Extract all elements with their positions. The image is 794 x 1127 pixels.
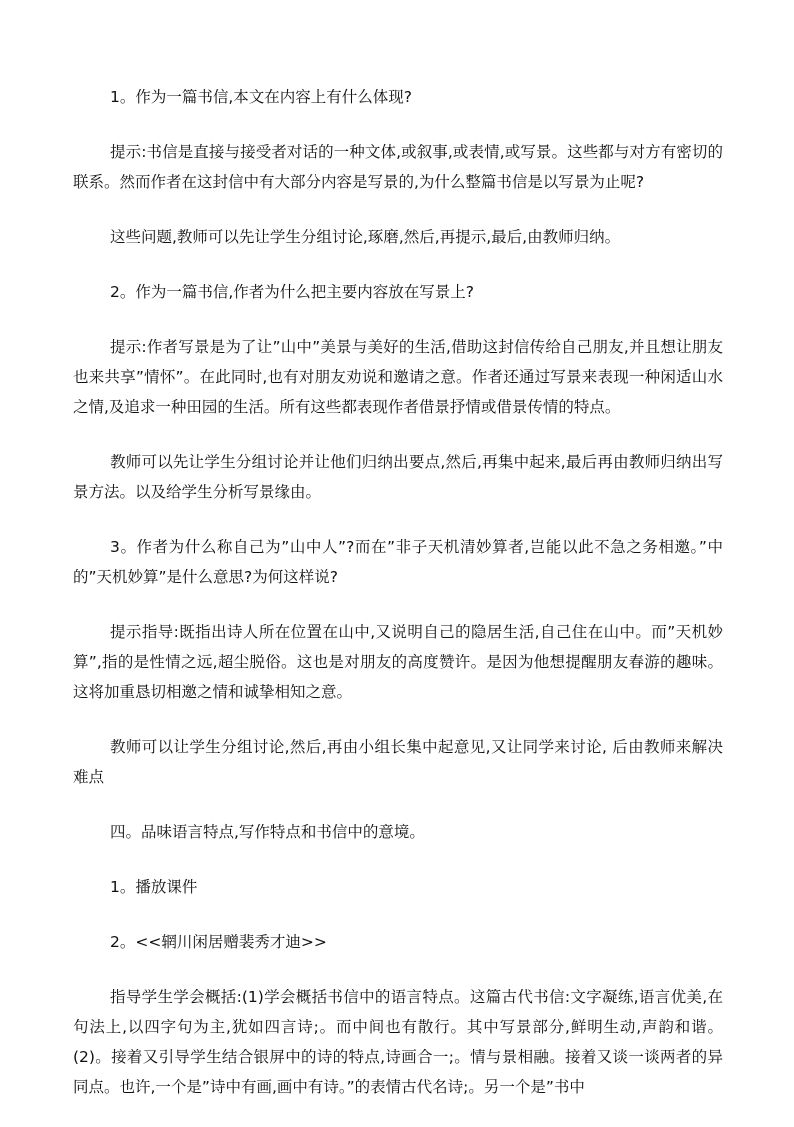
teacher-note-1: 这些问题,教师可以先让学生分组讨论,琢磨,然后,再提示,最后,由教师归纳。 [110,228,621,246]
guidance-paragraph: 指导学生学会概括:(1)学会概括书信中的语言特点。这篇古代书信:文字凝练,语言优美,在句法上,以四字句为主,犹如四言诗;。而中间也有散行。其中写景部分,鲜明生动,声韵和谐。(2)。接着又引导学生结合银屏中的诗的特点,诗画合一;。情与景相融。接着又谈一谈两者的异同点。也许,一个是”诗中有画,画中有诗。”的表情古代名诗;。另一个是”书中 [73,988,723,1096]
step-1: 1。播放课件 [110,878,198,896]
question-2: 2。作为一篇书信,作者为什么把主要内容放在写景上? [110,283,475,301]
hint-1: 提示:书信是直接与接受者对话的一种文体,或叙事,或表情,或写景。这些都与对方有密切的联系。然而作者在这封信中有大部分内容是写景的,为什么整篇书信是以写景为止呢? [73,143,723,191]
question-1: 1。作为一篇书信,本文在内容上有什么体现? [110,88,413,106]
document-body [73,82,723,1127]
question-3: 3。作者为什么称自己为”山中人”?而在”非子天机清妙算者,岂能以此不急之务相邀。”中的”天机妙算”是什么意思?为何这样说? [73,538,723,586]
hint-2: 提示:作者写景是为了让”山中”美景与美好的生活,借助这封信传给自己朋友,并且想让朋友也来共享”情怀”。在此同时,也有对朋友劝说和邀请之意。作者还通过写景来表现一种闲适山水之情,及追求一种田园的生活。所有这些都表现作者借景抒情或借景传情的特点。 [73,338,723,416]
teacher-note-3: 教师可以让学生分组讨论,然后,再由小组长集中起意见,又让同学来讨论, 后由教师来解决难点 [73,738,723,786]
section-heading-4: 四。品味语言特点,写作特点和书信中的意境。 [110,823,425,841]
hint-3: 提示指导:既指出诗人所在位置在山中,又说明自己的隐居生活,自己住在山中。而”天机妙算”,指的是性情之远,超尘脱俗。这也是对朋友的高度赞许。是因为他想提醒朋友春游的趣味。这将加重恳切相邀之情和诚挚相知之意。 [73,623,723,701]
teacher-note-2: 教师可以先让学生分组讨论并让他们归纳出要点,然后,再集中起来,最后再由教师归纳出写景方法。以及给学生分析写景缘由。 [73,453,723,501]
step-2: 2。<<辋川闲居赠裴秀才迪>> [110,933,327,951]
